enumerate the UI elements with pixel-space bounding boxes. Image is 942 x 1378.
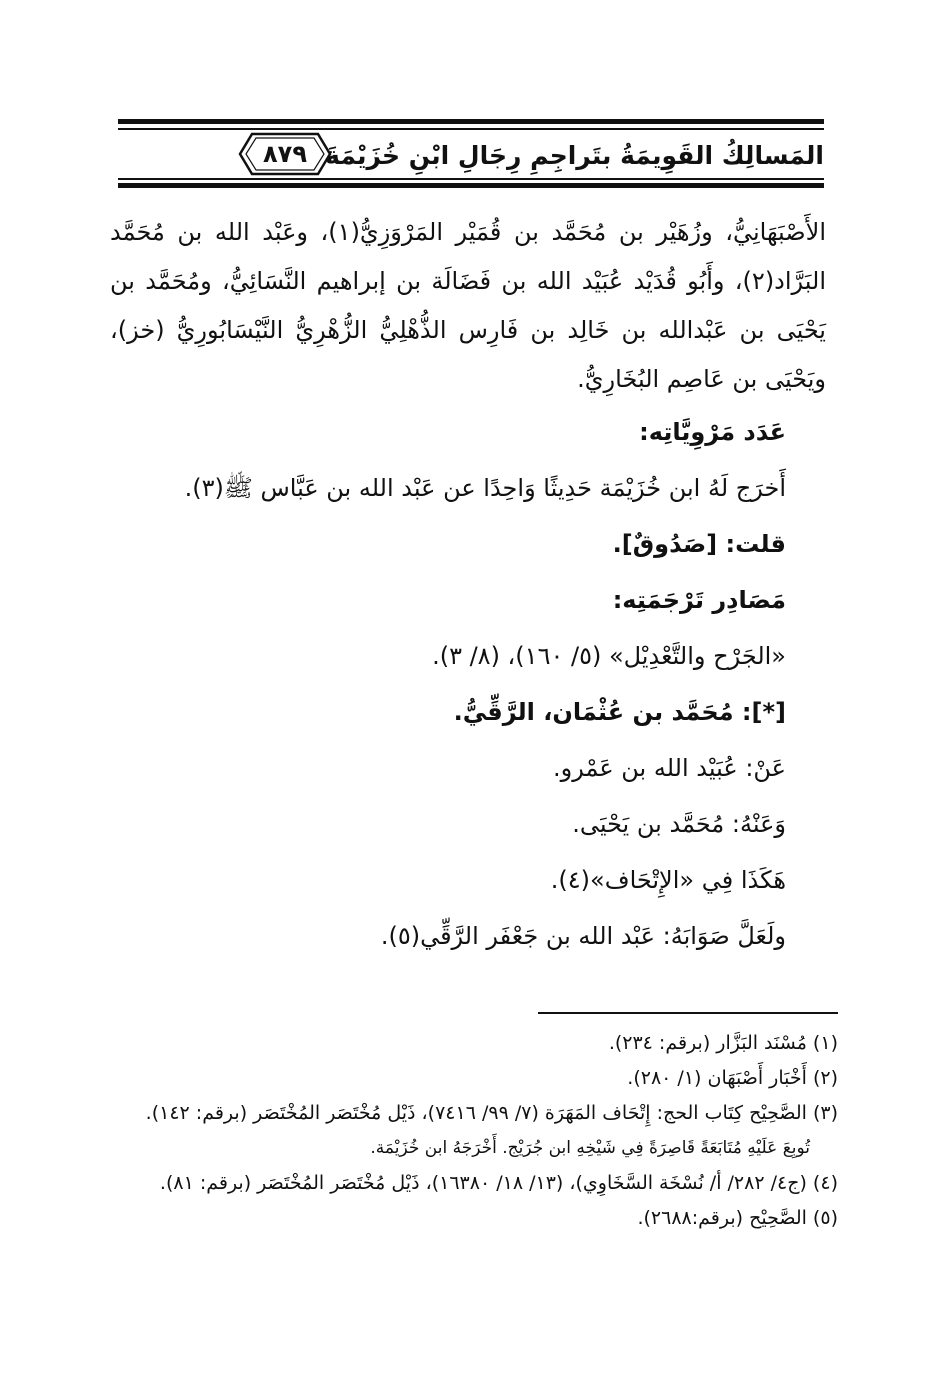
page-number: ٨٧٩: [263, 140, 307, 168]
entry-title: [*]: مُحَمَّد بن عُثْمَان، الرَّقِّيُّ.: [453, 698, 786, 726]
count-heading: عَدَد مَرْوِيَّاتِه:: [639, 418, 786, 446]
footnote-3: (٣) الصَّحِيْح كِتَاب الحج: إِتْحَاف المَهَرَة (٧/ ٩٩/ ٧٤١٦)، ذَيْل مُخْتَصَر المُخْتَصَر (برقم: ١٤٢).: [145, 1102, 838, 1124]
running-title: المَسالِكُ القَوِيمَةُ بتَراجِمِ رِجَالِ ابْنِ خُزَيْمَةَ: [325, 141, 824, 170]
sources-text: «الجَرْح والتَّعْدِيْل» (٥/ ١٦٠)، (٨/ ٣).: [432, 642, 786, 670]
header-rule-bottom-thick: [118, 183, 824, 188]
footnotes: [98, 1026, 838, 1236]
qultu-line: قلت: [صَدُوقٌ].: [612, 530, 786, 558]
page-number-frame: [238, 132, 332, 176]
header-rule-top-thick: [118, 119, 824, 124]
header-rule-top-thin: [118, 128, 824, 130]
footnote-4: (٤) (ج٤/ ٢٨٢/ أ/ نُسْخَة السَّخَاوِي)، (١٣/ ١٨/ ١٦٣٨٠)، ذَيْل مُخْتَصَر المُخْتَصَر (برقم: ٨١).: [159, 1172, 838, 1194]
footnote-5: (٥) الصَّحِيْح (برقم:٢٦٨٨).: [637, 1207, 838, 1229]
laalla-line: ولَعَلَّ صَوَابَهُ: عَبْد الله بن جَعْفَر الرَّقِّي(٥).: [380, 922, 786, 950]
sources-heading: مَصَادِر تَرْجَمَتِه:: [612, 586, 786, 614]
main-text: [110, 208, 826, 964]
footnote-separator: [538, 1012, 838, 1014]
an-line: عَنْ: عُبَيْد الله بن عَمْرو.: [553, 754, 786, 782]
narrators-paragraph: الأَصْبَهَانِيُّ، وزُهَيْر بن مُحَمَّد بن قُمَيْر المَرْوَزِيُّ(١)، وعَبْد الله بن مُحَمَّد البَرَّاد(٢)، وأَبُو قُدَيْد عُبَيْد الله بن فَضَالَة بن إبراهيم النَّسَائِيُّ، ومُحَمَّد بن يَحْيَى بن عَبْدالله بن خَالِد بن فَارِس الذُّهْلِيُّ الزُّهْرِيُّ النَّيْسَابُورِيُّ (خز)، ويَحْيَى بن عَاصِم البُخَارِيُّ.: [110, 218, 827, 393]
hakadha-line: هَكَذَا فِي «الإِتْحَاف»(٤).: [550, 866, 786, 894]
header-rule-bottom-thin: [118, 178, 824, 180]
footnote-3-continuation: تُوبِعَ عَلَيْهِ مُتَابَعَةً قَاصِرَةً فِي شَيْخِهِ ابن جُرَيْج. أَخْرَجَهُ ابن خُزَيْمَة.: [370, 1138, 810, 1158]
anhu-line: وَعَنْهُ: مُحَمَّد بن يَحْيَى.: [572, 810, 786, 838]
count-text: أَخرَج لَهُ ابن خُزَيْمَة حَدِيثًا وَاحِدًا عن عَبْد الله بن عَبَّاس ﷺ(٣).: [184, 474, 786, 502]
footnote-2: (٢) أَخْبَار أَصْبَهَان (١/ ٢٨٠).: [627, 1067, 838, 1089]
footnote-1: (١) مُسْنَد البَزَّار (برقم: ٢٣٤).: [608, 1032, 838, 1054]
